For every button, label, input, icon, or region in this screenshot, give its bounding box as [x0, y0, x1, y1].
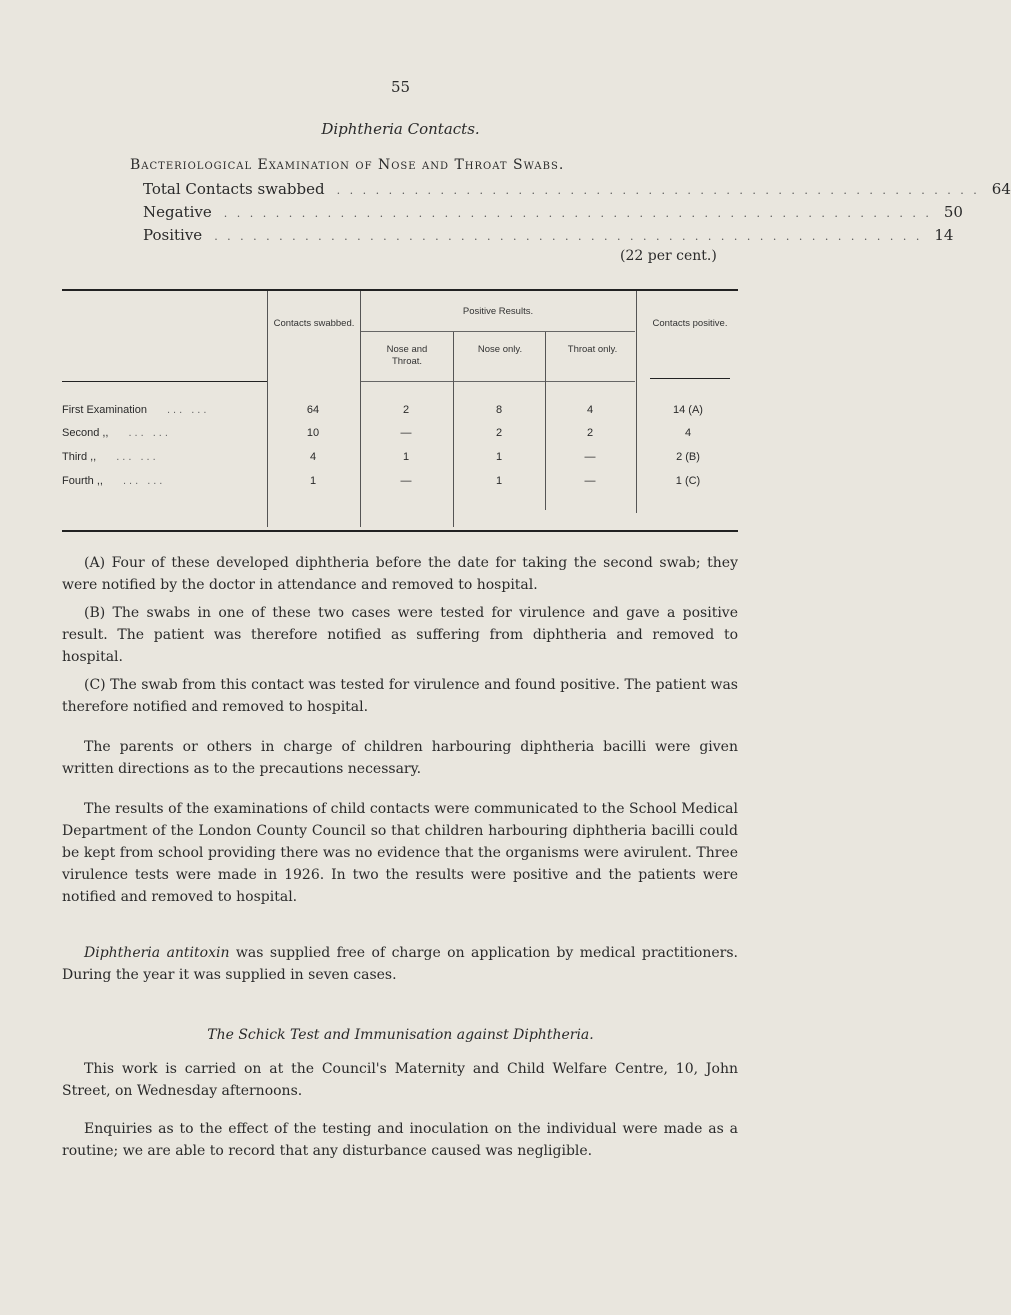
page-number: 55 [390, 78, 411, 96]
column-divider [453, 332, 454, 527]
page-title: Diphtheria Contacts. [321, 120, 480, 138]
leader-dots: . . . . . . . . . . . . . . . . . . . . . . . . . . . . . . . . . . . . . . . . . . . . . . . . . . . . . . . [223, 207, 932, 220]
note-a: (A) Four of these developed diphtheria before the date for taking the second swab; they were notified by the doctor in attendance and removed to hospital. [62, 555, 738, 593]
paragraph-schick-enquiries: Enquiries as to the effect of the testing and inoculation on the individual were made as a routine; we are able to record that any disturbance caused was negligible. [62, 1121, 738, 1159]
positive-percent: (22 per cent.) [620, 248, 717, 264]
column-divider [360, 291, 361, 527]
cell-nose-throat: 1 [402, 451, 410, 463]
summary-value: 50 [943, 203, 963, 221]
cell-throat: — [584, 475, 596, 487]
antitoxin-italic: Diphtheria antitoxin [84, 945, 230, 961]
header-contacts-swabbed: Contacts swabbed. [273, 318, 355, 329]
cell-throat: 2 [586, 427, 594, 439]
schick-section-title: The Schick Test and Immunisation against Diphtheria. [207, 1027, 594, 1043]
positive-results-rule [360, 331, 635, 332]
cell-swabbed: 64 [306, 404, 320, 416]
cell-nose: 1 [495, 451, 503, 463]
cell-nose-throat: 2 [402, 404, 410, 416]
table-row-label: First Examination ... ... [62, 404, 210, 416]
cell-throat: 4 [586, 404, 594, 416]
cell-nose: 8 [495, 404, 503, 416]
leader-dots: . . . . . . . . . . . . . . . . . . . . . . . . . . . . . . . . . . . . . . . . . . . . . . . . . . . . . . . [214, 230, 923, 243]
paragraph-parents: The parents or others in charge of children harbouring diphtheria bacilli were given written directions as to the precautions necessary. [62, 739, 738, 777]
leader-dots: . . . . . . . . . . . . . . . . . . . . . . . . . . . . . . . . . . . . . . . . . . . . . . . . . . [336, 184, 980, 197]
cell-positive: 4 [684, 427, 692, 439]
header-rule-mid [360, 381, 635, 382]
note-c: (C) The swab from this contact was tested for virulence and found positive. The patient was therefore notified and removed to hospital. [62, 677, 738, 715]
table-row-label: Fourth ,, ... ... [62, 475, 166, 487]
header-positive-results: Positive Results. [462, 306, 534, 317]
cell-swabbed: 4 [309, 451, 317, 463]
summary-value: 14 [934, 226, 954, 244]
cell-positive: 14 (A) [673, 404, 703, 416]
summary-value: 64 [991, 180, 1011, 198]
leader-dots: ... ... [128, 427, 171, 439]
leader-dots: ... ... [166, 404, 210, 416]
summary-label: Positive [143, 226, 203, 244]
cell-throat: — [584, 451, 596, 463]
header-rule-right [650, 378, 730, 379]
summary-label: Negative [143, 203, 212, 221]
note-b: (B) The swabs in one of these two cases were tested for virulence and gave a positive result. The patient was therefore notified as suffering from diphtheria and removed to hospital. [62, 605, 738, 665]
cell-positive: 1 (C) [675, 475, 701, 487]
paragraph-schick-location: This work is carried on at the Council's Maternity and Child Welfare Centre, 10, John Street, on Wednesday afternoons. [62, 1061, 738, 1099]
summary-row-negative [143, 203, 963, 221]
summary-row-positive [143, 226, 954, 244]
column-divider [545, 332, 546, 510]
header-throat-only: Throat only. [567, 344, 618, 355]
cell-swabbed: 1 [309, 475, 317, 487]
leader-dots: ... ... [122, 475, 166, 487]
column-divider [636, 291, 637, 513]
table-row-label: Second ,, ... ... [62, 427, 171, 439]
cell-nose-throat: — [400, 427, 412, 439]
table-row-label: Third ,, ... ... [62, 451, 159, 463]
summary-row-total [143, 180, 1011, 198]
table-bottom-rule [62, 530, 738, 532]
leader-dots: ... ... [116, 451, 159, 463]
summary-label: Total Contacts swabbed [143, 180, 325, 198]
header-nose-only: Nose only. [477, 344, 523, 355]
header-nose-and-throat: Nose and Throat. [386, 344, 428, 367]
paragraph-antitoxin: Diphtheria antitoxin was supplied free of charge on application by medical practitioners. During the year it was supplied in seven cases. [62, 945, 738, 983]
cell-positive: 2 (B) [676, 451, 700, 463]
section-subtitle: Bacteriological Examination of Nose and Throat Swabs. [130, 157, 565, 173]
cell-nose: 1 [495, 475, 503, 487]
header-contacts-positive: Contacts positive. [652, 318, 728, 329]
cell-nose: 2 [495, 427, 503, 439]
cell-nose-throat: — [400, 475, 412, 487]
cell-swabbed: 10 [306, 427, 320, 439]
header-rule-left [62, 381, 267, 382]
paragraph-results: The results of the examinations of child contacts were communicated to the School Medical Department of the London County Council so that children harbouring diphtheria bacilli could be kept from school providing there was no evidence that the organisms were avirulent. Three virulence tests were made in 1926. In two the results were positive and the patients were notified and removed to hospital. [62, 801, 738, 905]
